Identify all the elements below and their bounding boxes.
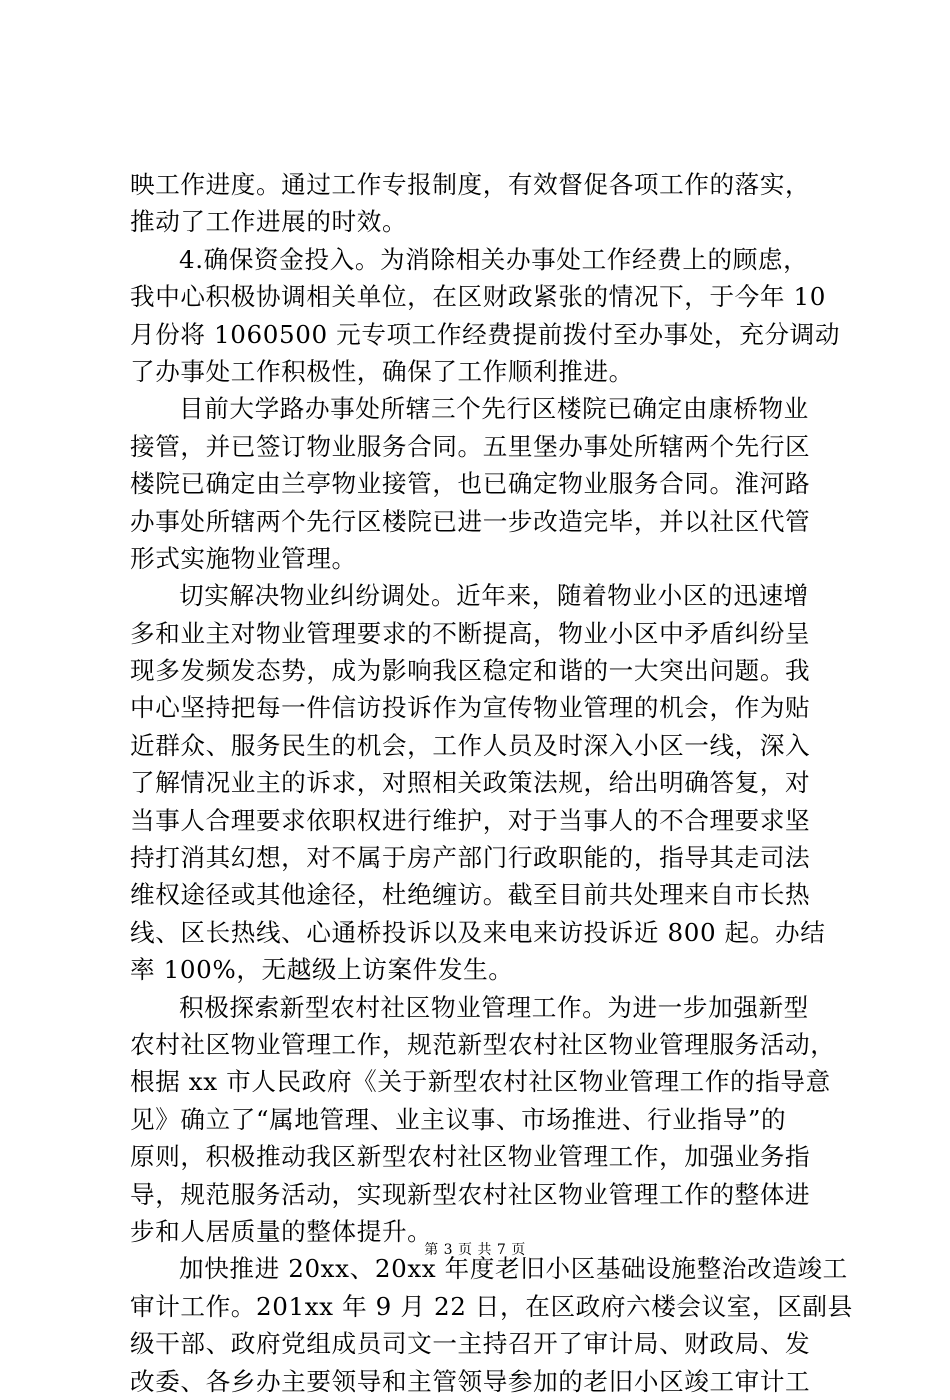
text-line: 切实解决物业纠纷调处。近年来，随着物业小区的迅速增 <box>179 581 809 611</box>
text-line: 现多发频发态势，成为影响我区稳定和谐的一大突出问题。我 <box>130 656 811 686</box>
text-line: 根据 xx 市人民政府《关于新型农村社区物业管理工作的指导意 <box>130 1067 831 1097</box>
text-line: 了办事处工作积极性，确保了工作顺利推进。 <box>130 356 634 386</box>
text-line: 目前大学路办事处所辖三个先行区楼院已确定由康桥物业 <box>179 394 809 424</box>
text-line: 改委、各乡办主要领导和主管领导参加的老旧小区竣工审计工 <box>130 1366 811 1396</box>
text-line: 了解情况业主的诉求，对照相关政策法规，给出明确答复，对 <box>130 768 811 798</box>
text-line: 形式实施物业管理。 <box>130 543 357 573</box>
text-line: 我中心积极协调相关单位，在区财政紧张的情况下，于今年 10 <box>130 282 826 312</box>
text-line: 多和业主对物业管理要求的不断提高，物业小区中矛盾纠纷呈 <box>130 618 811 648</box>
text-line: 办事处所辖两个先行区楼院已进一步改造完毕，并以社区代管 <box>130 506 811 536</box>
paragraph <box>130 577 836 988</box>
text-line: 原则，积极推动我区新型农村社区物业管理工作，加强业务指 <box>130 1142 811 1172</box>
text-line: 推动了工作进展的时效。 <box>130 207 408 237</box>
paragraph <box>130 166 836 241</box>
text-line: 加快推进 20xx、20xx 年度老旧小区基础设施整治改造竣工 <box>179 1254 848 1284</box>
text-line: 维权途径或其他途径，杜绝缠访。截至目前共处理来自市长热 <box>130 880 811 910</box>
text-line: 映工作进度。通过工作专报制度，有效督促各项工作的落实， <box>130 170 811 199</box>
paragraph <box>130 1250 853 1400</box>
text-line: 导，规范服务活动，实现新型农村社区物业管理工作的整体进 <box>130 1179 811 1209</box>
text-line: 率 100%，无越级上访案件发生。 <box>130 955 514 985</box>
body-text <box>130 166 853 1400</box>
text-line: 持打消其幻想，对不属于房产部门行政职能的，指导其走司法 <box>130 843 811 873</box>
text-line: 4.确保资金投入。为消除相关办事处工作经费上的顾虑， <box>179 244 809 274</box>
text-line: 楼院已确定由兰亭物业接管，也已确定物业服务合同。淮河路 <box>130 469 811 499</box>
text-line: 接管，并已签订物业服务合同。五里堡办事处所辖两个先行区 <box>130 431 811 461</box>
text-line: 当事人合理要求依职权进行维护，对于当事人的不合理要求坚 <box>130 805 811 835</box>
text-line: 步和人居质量的整体提升。 <box>130 1216 433 1246</box>
text-line: 中心坚持把每一件信访投诉作为宣传物业管理的机会，作为贴 <box>130 693 811 723</box>
text-line: 见》确立了“属地管理、业主议事、市场推进、行业指导”的 <box>130 1104 787 1134</box>
text-line: 审计工作。201xx 年 9 月 22 日，在区政府六楼会议室，区副县 <box>130 1291 853 1321</box>
text-line: 线、区长热线、心通桥投诉以及来电来访投诉近 800 起。办结 <box>130 917 826 947</box>
paragraph <box>130 989 836 1251</box>
text-line: 农村社区物业管理工作，规范新型农村社区物业管理服务活动， <box>130 1029 836 1059</box>
text-line: 级干部、政府党组成员司文一主持召开了审计局、财政局、发 <box>130 1329 811 1359</box>
paragraph <box>130 390 836 577</box>
text-line: 月份将 1060500 元专项工作经费提前拨付至办事处，充分调动 <box>130 319 841 349</box>
page-footer: 第 3 页 共 7 页 <box>424 1242 526 1258</box>
text-line: 近群众、服务民生的机会，工作人员及时深入小区一线，深入 <box>130 730 811 760</box>
text-line: 积极探索新型农村社区物业管理工作。为进一步加强新型 <box>179 992 809 1022</box>
paragraph <box>130 241 841 391</box>
